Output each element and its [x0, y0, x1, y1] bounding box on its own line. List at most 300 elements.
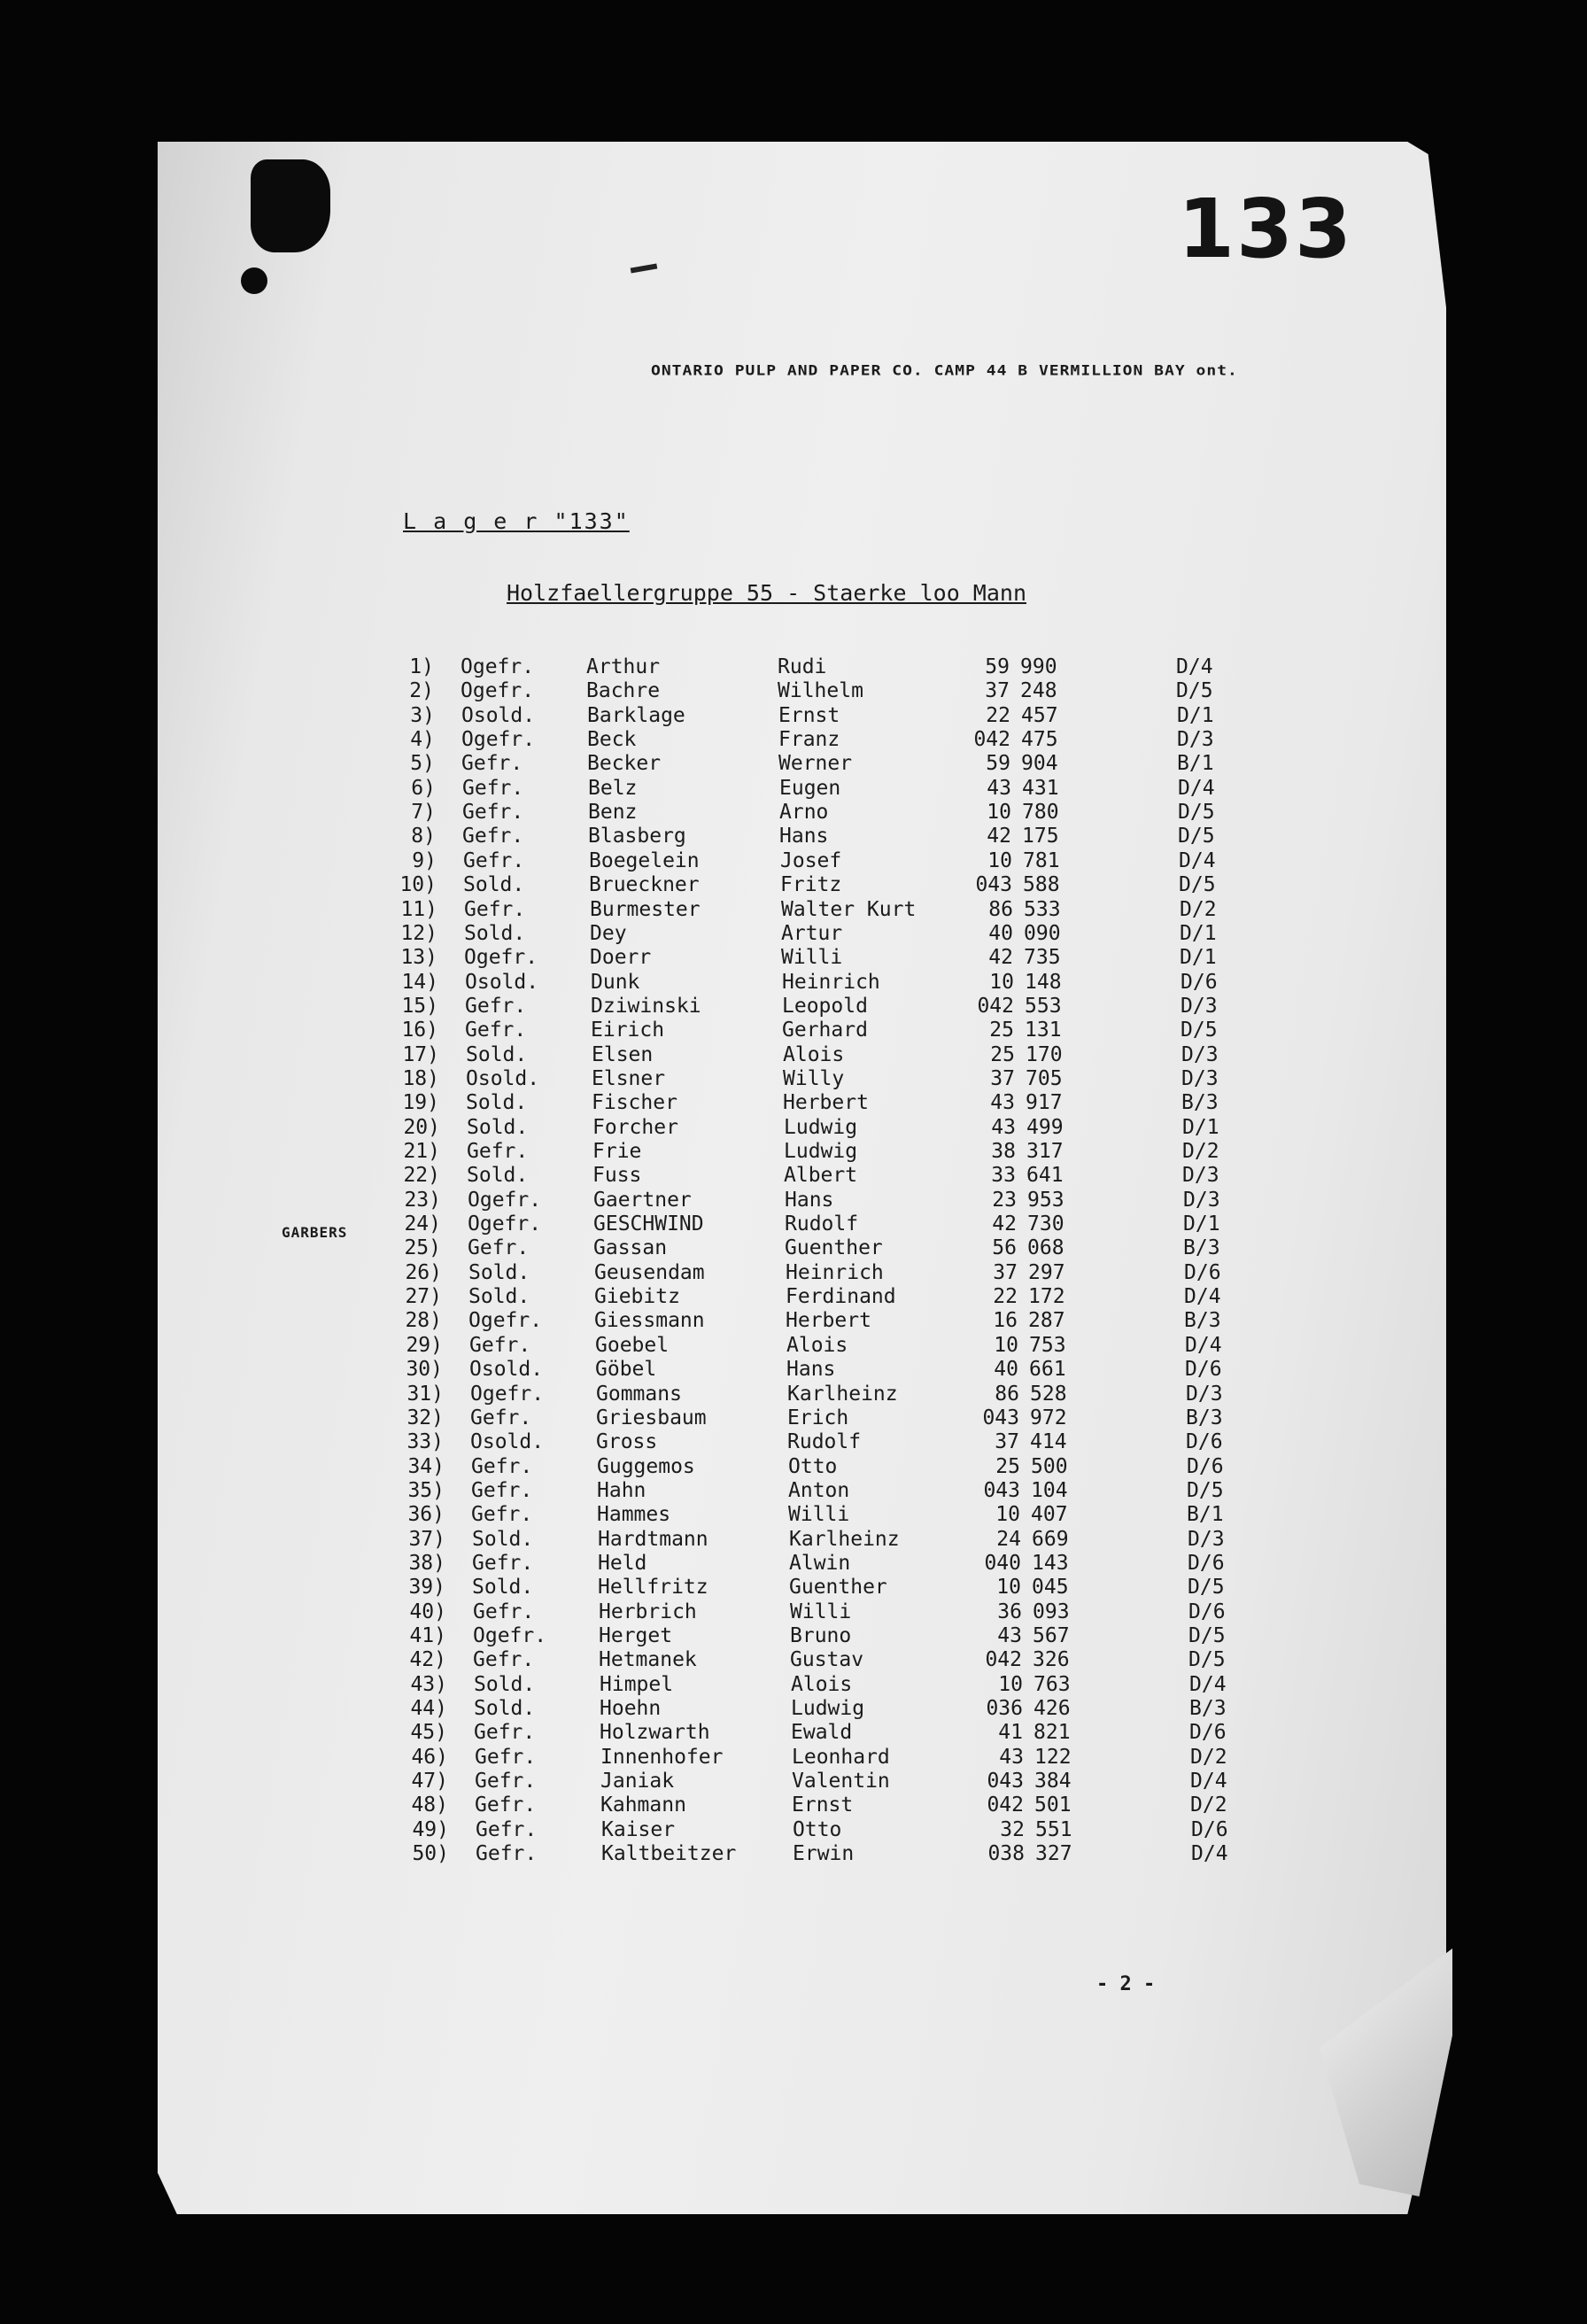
- row-serial-prefix: 24: [996, 1527, 1021, 1551]
- row-serial-number: 500: [1031, 1454, 1068, 1478]
- row-surname: Hardtmann: [598, 1527, 708, 1551]
- row-first-name: Eugen: [779, 776, 841, 800]
- row-surname: Gassan: [593, 1236, 668, 1260]
- row-surname: Arthur: [586, 655, 661, 678]
- row-first-name: Bruno: [790, 1624, 852, 1647]
- row-surname: Goebel: [595, 1333, 670, 1357]
- table-row: [14, 1770, 1587, 1794]
- table-row: [13, 1721, 1587, 1746]
- row-first-name: Willi: [790, 1600, 852, 1623]
- table-row: [8, 1285, 1587, 1310]
- row-rank: Ogefr.: [468, 1188, 542, 1212]
- row-code: D/6: [1187, 1454, 1224, 1478]
- row-rank: Sold.: [466, 1042, 528, 1066]
- row-first-name: Alwin: [789, 1551, 851, 1575]
- row-code: D/1: [1177, 703, 1214, 727]
- row-first-name: Josef: [780, 848, 842, 872]
- row-code: B/3: [1184, 1309, 1221, 1333]
- row-serial-prefix: 10: [995, 1503, 1020, 1527]
- table-row: [6, 1140, 1587, 1165]
- row-serial-prefix: 042: [973, 728, 1010, 752]
- row-number: 18): [402, 1066, 439, 1090]
- row-serial-prefix: 10: [987, 848, 1012, 872]
- row-first-name: Hans: [785, 1188, 834, 1212]
- row-serial-number: 904: [1021, 752, 1058, 776]
- row-serial-prefix: 37: [985, 679, 1010, 703]
- row-first-name: Erich: [787, 1406, 849, 1429]
- row-code: D/5: [1181, 1019, 1218, 1042]
- row-serial-number: 780: [1022, 801, 1059, 825]
- row-rank: Ogefr.: [461, 655, 535, 678]
- row-serial-prefix: 10: [994, 1333, 1018, 1357]
- row-rank: Osold.: [469, 1358, 544, 1382]
- row-code: D/3: [1183, 1188, 1220, 1212]
- row-number: 50): [412, 1842, 449, 1866]
- row-rank: Ogefr.: [468, 1309, 543, 1333]
- row-surname: Brueckner: [589, 873, 700, 897]
- row-first-name: Heinrich: [786, 1260, 884, 1284]
- row-serial-prefix: 37: [995, 1430, 1019, 1454]
- row-number: 27): [405, 1285, 442, 1309]
- row-serial-prefix: 036: [986, 1697, 1023, 1721]
- row-surname: Benz: [588, 801, 638, 825]
- row-rank: Sold.: [463, 873, 525, 897]
- row-rank: Ogefr.: [468, 1212, 542, 1236]
- row-number: 49): [412, 1817, 449, 1841]
- row-surname: Gaertner: [593, 1188, 692, 1212]
- row-number: 2): [409, 679, 434, 703]
- row-serial-prefix: 25: [990, 1042, 1015, 1066]
- row-serial-prefix: 42: [988, 946, 1013, 970]
- row-first-name: Herbert: [786, 1309, 871, 1333]
- row-rank: Gefr.: [465, 1019, 527, 1042]
- row-serial-number: 131: [1025, 1019, 1062, 1042]
- row-rank: Osold.: [461, 703, 536, 727]
- row-first-name: Leopold: [782, 994, 868, 1018]
- row-serial-number: 735: [1024, 946, 1061, 970]
- row-rank: Sold.: [466, 1091, 528, 1115]
- row-first-name: Rudolf: [785, 1212, 859, 1236]
- row-number: 20): [403, 1115, 440, 1139]
- row-surname: Hellfritz: [598, 1576, 708, 1600]
- row-serial-prefix: 40: [994, 1358, 1018, 1382]
- row-serial-prefix: 10: [998, 1672, 1023, 1696]
- row-code: D/5: [1188, 1624, 1226, 1647]
- row-first-name: Willi: [781, 946, 843, 970]
- table-row: [11, 1503, 1587, 1528]
- row-code: D/3: [1186, 1382, 1223, 1406]
- row-rank: Osold.: [466, 1066, 540, 1090]
- row-serial-prefix: 22: [986, 703, 1010, 727]
- row-number: 31): [406, 1382, 444, 1406]
- row-code: D/5: [1178, 825, 1215, 848]
- row-first-name: Rudi: [778, 655, 827, 678]
- row-surname: Geusendam: [594, 1260, 705, 1284]
- row-serial-number: 172: [1028, 1285, 1065, 1309]
- camp-header: ONTARIO PULP AND PAPER CO. CAMP 44 B VERMILLION BAY ont.: [651, 362, 1238, 379]
- row-serial-prefix: 37: [993, 1260, 1018, 1284]
- row-rank: Gefr.: [473, 1648, 535, 1672]
- row-rank: Gefr.: [471, 1478, 533, 1502]
- row-rank: Gefr.: [469, 1333, 531, 1357]
- table-row: [1, 752, 1587, 777]
- row-serial-prefix: 43: [997, 1624, 1022, 1647]
- row-code: D/2: [1180, 897, 1217, 921]
- row-surname: Elsner: [592, 1066, 666, 1090]
- row-serial-prefix: 43: [987, 776, 1011, 800]
- row-code: D/4: [1190, 1770, 1227, 1793]
- row-surname: Giessmann: [594, 1309, 705, 1333]
- row-surname: Boegelein: [589, 848, 700, 872]
- row-surname: Burmester: [590, 897, 701, 921]
- row-first-name: Hans: [786, 1358, 836, 1382]
- row-rank: Gefr.: [467, 1140, 529, 1163]
- row-surname: Eirich: [591, 1019, 665, 1042]
- row-serial-prefix: 86: [988, 897, 1013, 921]
- row-rank: Gefr.: [462, 776, 524, 800]
- row-serial-number: 327: [1035, 1842, 1072, 1866]
- row-first-name: Hans: [779, 825, 829, 848]
- row-number: 14): [401, 970, 438, 994]
- row-surname: Dey: [590, 921, 627, 945]
- row-rank: Sold.: [472, 1527, 534, 1551]
- row-surname: Gross: [596, 1430, 658, 1454]
- row-serial-prefix: 10: [989, 970, 1014, 994]
- row-serial-prefix: 25: [989, 1019, 1014, 1042]
- row-rank: Gefr.: [471, 1503, 533, 1527]
- row-serial-number: 669: [1032, 1527, 1069, 1551]
- row-serial-number: 499: [1026, 1115, 1064, 1139]
- row-surname: Becker: [587, 752, 662, 776]
- row-surname: Griesbaum: [596, 1406, 707, 1429]
- row-number: 15): [401, 994, 438, 1018]
- row-rank: Gefr.: [462, 825, 524, 848]
- row-number: 35): [407, 1478, 445, 1502]
- table-row: [14, 1746, 1587, 1770]
- row-first-name: Gustav: [790, 1648, 864, 1672]
- row-code: D/4: [1179, 848, 1216, 872]
- row-code: D/3: [1181, 1042, 1219, 1066]
- row-rank: Ogefr.: [470, 1382, 545, 1406]
- row-code: D/6: [1191, 1817, 1228, 1841]
- row-first-name: Karlheinz: [787, 1382, 898, 1406]
- row-serial-number: 753: [1029, 1333, 1066, 1357]
- row-surname: Held: [598, 1551, 647, 1575]
- row-rank: Sold.: [474, 1697, 536, 1721]
- row-number: 24): [404, 1212, 441, 1236]
- row-code: D/3: [1181, 994, 1218, 1018]
- row-code: D/5: [1176, 679, 1213, 703]
- row-code: D/3: [1181, 1066, 1219, 1090]
- row-serial-number: 068: [1027, 1236, 1064, 1260]
- row-surname: Gommans: [596, 1382, 682, 1406]
- table-row: [13, 1697, 1587, 1722]
- row-serial-number: 317: [1026, 1140, 1064, 1163]
- table-row: [9, 1358, 1587, 1383]
- row-serial-number: 457: [1021, 703, 1058, 727]
- row-number: 40): [409, 1600, 446, 1623]
- row-code: B/3: [1183, 1236, 1220, 1260]
- row-code: B/3: [1181, 1091, 1219, 1115]
- row-rank: Gefr.: [476, 1817, 538, 1841]
- row-first-name: Leonhard: [792, 1745, 890, 1769]
- row-serial-number: 501: [1034, 1793, 1072, 1817]
- table-row: [2, 777, 1587, 802]
- row-first-name: Fritz: [780, 873, 842, 897]
- table-row: [6, 1164, 1587, 1189]
- row-serial-number: 148: [1025, 970, 1062, 994]
- row-serial-number: 990: [1020, 655, 1057, 678]
- row-serial-prefix: 042: [977, 994, 1014, 1018]
- row-first-name: Valentin: [792, 1770, 890, 1793]
- row-surname: Blasberg: [588, 825, 686, 848]
- row-rank: Gefr.: [475, 1770, 537, 1793]
- row-serial-number: 426: [1033, 1697, 1071, 1721]
- row-number: 5): [410, 752, 435, 776]
- row-number: 3): [410, 703, 435, 727]
- table-row: [2, 801, 1587, 825]
- row-number: 39): [408, 1576, 445, 1600]
- row-rank: Sold.: [472, 1576, 534, 1600]
- row-serial-number: 407: [1031, 1503, 1068, 1527]
- row-serial-prefix: 043: [983, 1478, 1020, 1502]
- row-surname: Herbrich: [599, 1600, 697, 1623]
- row-number: 4): [410, 728, 435, 752]
- row-rank: Gefr.: [472, 1551, 534, 1575]
- row-serial-prefix: 10: [996, 1576, 1021, 1600]
- row-surname: Hoehn: [600, 1697, 662, 1721]
- table-row: [14, 1793, 1587, 1818]
- row-first-name: Ferdinand: [786, 1285, 896, 1309]
- row-first-name: Arno: [779, 801, 829, 825]
- row-rank: Sold.: [464, 921, 526, 945]
- row-first-name: Heinrich: [782, 970, 880, 994]
- row-surname: Hahn: [597, 1478, 646, 1502]
- row-code: D/5: [1178, 801, 1215, 825]
- row-code: D/5: [1179, 873, 1216, 897]
- lager-title: L a g e r "133": [403, 508, 630, 534]
- row-serial-prefix: 040: [984, 1551, 1021, 1575]
- row-serial-prefix: 36: [997, 1600, 1022, 1623]
- row-serial-prefix: 16: [993, 1309, 1018, 1333]
- row-serial-prefix: 59: [985, 655, 1010, 678]
- row-surname: Fuss: [592, 1164, 642, 1188]
- row-number: 9): [412, 848, 437, 872]
- row-serial-number: 122: [1034, 1745, 1072, 1769]
- row-serial-number: 475: [1021, 728, 1058, 752]
- row-serial-number: 170: [1026, 1042, 1063, 1066]
- row-rank: Ogefr.: [464, 946, 538, 970]
- row-number: 47): [411, 1770, 448, 1793]
- table-row: [15, 1842, 1587, 1867]
- row-serial-number: 553: [1025, 994, 1062, 1018]
- row-first-name: Anton: [788, 1478, 850, 1502]
- row-number: 11): [400, 897, 437, 921]
- table-row: [12, 1528, 1587, 1553]
- row-serial-number: 763: [1033, 1672, 1071, 1696]
- row-serial-number: 661: [1029, 1358, 1066, 1382]
- table-row: [11, 1479, 1587, 1504]
- row-number: 23): [404, 1188, 441, 1212]
- row-first-name: Willi: [788, 1503, 850, 1527]
- row-surname: GESCHWIND: [593, 1212, 704, 1236]
- table-row: [10, 1406, 1587, 1431]
- row-number: 17): [402, 1042, 439, 1066]
- row-number: 12): [400, 921, 437, 945]
- row-rank: Gefr.: [465, 994, 527, 1018]
- table-row: [9, 1334, 1587, 1359]
- row-serial-prefix: 43: [991, 1115, 1016, 1139]
- row-code: B/1: [1187, 1503, 1224, 1527]
- row-serial-number: 917: [1026, 1091, 1063, 1115]
- row-number: 37): [408, 1527, 445, 1551]
- row-rank: Sold.: [474, 1672, 536, 1696]
- row-first-name: Walter Kurt: [781, 897, 917, 921]
- row-surname: Giebitz: [594, 1285, 680, 1309]
- row-number: 30): [406, 1358, 443, 1382]
- table-row: [3, 849, 1587, 874]
- row-number: 26): [405, 1260, 442, 1284]
- row-serial-number: 730: [1027, 1212, 1064, 1236]
- row-code: D/1: [1180, 921, 1217, 945]
- row-rank: Gefr.: [468, 1236, 530, 1260]
- row-number: 44): [410, 1697, 447, 1721]
- row-serial-number: 248: [1020, 679, 1057, 703]
- row-surname: Holzwarth: [600, 1721, 710, 1745]
- row-surname: Barklage: [587, 703, 685, 727]
- row-first-name: Gerhard: [782, 1019, 868, 1042]
- table-row: [7, 1236, 1587, 1261]
- table-row: [12, 1600, 1587, 1625]
- row-first-name: Alois: [786, 1333, 848, 1357]
- table-row: [8, 1309, 1587, 1334]
- row-number: 25): [404, 1236, 441, 1260]
- row-serial-number: 641: [1026, 1164, 1064, 1188]
- row-code: D/6: [1181, 970, 1218, 994]
- row-number: 22): [403, 1164, 440, 1188]
- row-first-name: Ludwig: [784, 1140, 858, 1163]
- row-number: 21): [403, 1140, 440, 1163]
- row-serial-prefix: 40: [988, 921, 1013, 945]
- row-number: 6): [411, 776, 436, 800]
- row-serial-prefix: 86: [995, 1382, 1019, 1406]
- row-code: D/5: [1187, 1478, 1224, 1502]
- row-serial-prefix: 43: [999, 1745, 1024, 1769]
- row-surname: Elsen: [592, 1042, 654, 1066]
- row-code: D/1: [1180, 946, 1217, 970]
- row-surname: Kahmann: [600, 1793, 686, 1817]
- row-serial-number: 821: [1033, 1721, 1071, 1745]
- row-serial-prefix: 043: [982, 1406, 1019, 1429]
- side-note: GARBERS: [282, 1224, 348, 1241]
- row-rank: Gefr.: [470, 1406, 532, 1429]
- row-serial-prefix: 42: [992, 1212, 1017, 1236]
- row-serial-prefix: 56: [992, 1236, 1017, 1260]
- row-rank: Gefr.: [475, 1793, 537, 1817]
- row-rank: Ogefr.: [461, 728, 536, 752]
- row-first-name: Ludwig: [791, 1697, 865, 1721]
- row-rank: Sold.: [468, 1260, 530, 1284]
- row-surname: Belz: [588, 776, 638, 800]
- table-row: [3, 873, 1587, 898]
- row-rank: Gefr.: [476, 1842, 538, 1866]
- row-code: D/3: [1177, 728, 1214, 752]
- row-rank: Osold.: [470, 1430, 545, 1454]
- row-rank: Gefr.: [462, 801, 524, 825]
- row-number: 43): [410, 1672, 447, 1696]
- row-number: 29): [406, 1333, 443, 1357]
- row-rank: Gefr.: [475, 1745, 537, 1769]
- table-row: [4, 946, 1587, 971]
- row-number: 32): [406, 1406, 444, 1429]
- table-row: [0, 655, 1587, 680]
- row-serial-prefix: 038: [987, 1842, 1025, 1866]
- row-code: D/1: [1182, 1115, 1219, 1139]
- row-surname: Herget: [599, 1624, 673, 1647]
- row-serial-number: 384: [1034, 1770, 1072, 1793]
- table-row: [15, 1818, 1587, 1843]
- row-surname: Dunk: [591, 970, 640, 994]
- row-code: D/4: [1184, 1285, 1221, 1309]
- row-number: 42): [409, 1648, 446, 1672]
- row-serial-prefix: 043: [975, 873, 1012, 897]
- row-surname: Kaltbeitzer: [601, 1842, 737, 1866]
- row-serial-number: 093: [1033, 1600, 1070, 1623]
- row-code: D/4: [1191, 1842, 1228, 1866]
- row-serial-prefix: 42: [987, 825, 1011, 848]
- row-rank: Ogefr.: [473, 1624, 547, 1647]
- row-serial-number: 533: [1024, 897, 1061, 921]
- row-code: D/5: [1188, 1576, 1225, 1600]
- row-number: 28): [405, 1309, 442, 1333]
- table-row: [4, 971, 1587, 995]
- table-row: [13, 1673, 1587, 1698]
- row-surname: Himpel: [600, 1672, 674, 1696]
- row-code: D/4: [1178, 776, 1215, 800]
- row-serial-prefix: 10: [987, 801, 1011, 825]
- row-number: 16): [401, 1019, 438, 1042]
- row-rank: Gefr.: [461, 752, 523, 776]
- table-row: [5, 1043, 1587, 1068]
- row-first-name: Erwin: [793, 1842, 855, 1866]
- row-code: B/3: [1186, 1406, 1223, 1429]
- row-surname: Fischer: [592, 1091, 677, 1115]
- row-number: 41): [409, 1624, 446, 1647]
- row-first-name: Ernst: [778, 703, 840, 727]
- row-first-name: Ernst: [792, 1793, 854, 1817]
- table-row: [7, 1212, 1587, 1237]
- row-surname: Frie: [592, 1140, 642, 1163]
- row-first-name: Franz: [778, 728, 840, 752]
- row-rank: Sold.: [467, 1115, 529, 1139]
- row-code: D/2: [1182, 1140, 1219, 1163]
- row-surname: Dziwinski: [591, 994, 701, 1018]
- row-serial-number: 781: [1023, 848, 1060, 872]
- row-code: D/4: [1176, 655, 1213, 678]
- row-first-name: Herbert: [783, 1091, 869, 1115]
- row-serial-number: 705: [1026, 1066, 1063, 1090]
- row-serial-prefix: 042: [987, 1793, 1024, 1817]
- row-code: D/4: [1189, 1672, 1227, 1696]
- row-serial-prefix: 33: [991, 1164, 1016, 1188]
- row-first-name: Rudolf: [787, 1430, 862, 1454]
- row-first-name: Alois: [783, 1042, 845, 1066]
- row-number: 34): [407, 1454, 445, 1478]
- row-number: 8): [411, 825, 436, 848]
- table-row: [7, 1189, 1587, 1213]
- row-first-name: Karlheinz: [789, 1527, 900, 1551]
- row-serial-number: 414: [1030, 1430, 1067, 1454]
